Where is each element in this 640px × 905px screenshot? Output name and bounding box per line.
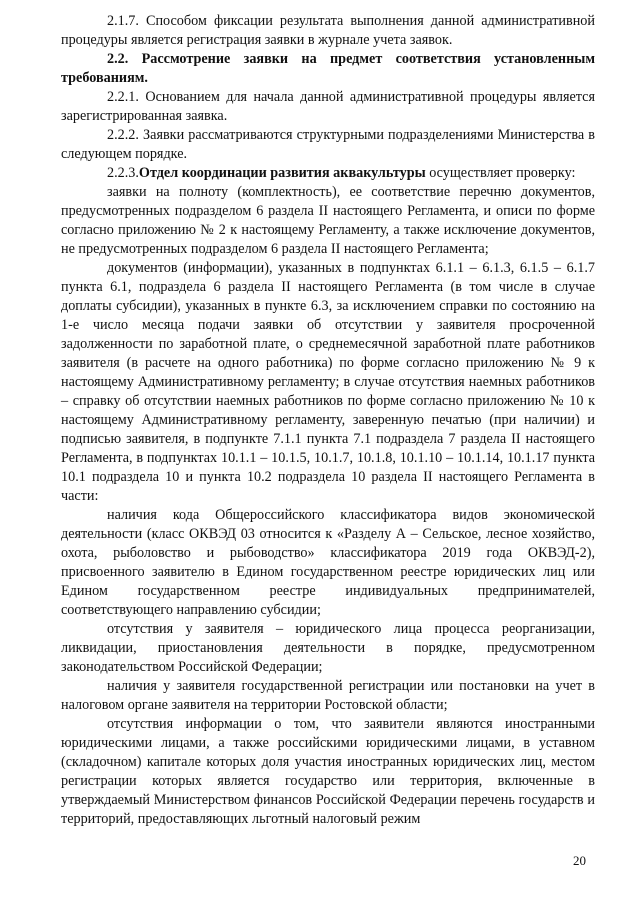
section-heading-2-2: 2.2. Рассмотрение заявки на предмет соответствия установленным требованиям. <box>61 51 595 86</box>
paragraph-number: 2.2.3. <box>107 165 139 181</box>
paragraph-nalichiya-koda: наличия кода Общероссийского классификатора видов экономической деятельности (класс ОКВЭД 03 относится к «Разделу А – Сельское, лесное хозяйство, охота, рыболовство и рыбоводство» классификатора 2019 года ОКВЭД-2), присвоенного заявителю в Едином государственном реестре юридических лиц или Едином государственном реестре индивидуальных предпринимателей, соответствующего направлению субсидии; <box>61 507 595 618</box>
paragraph-nalichiya-registratsii: наличия у заявителя государственной регистрации или постановки на учет в налоговом органе заявителя на территории Ростовской области; <box>61 678 595 713</box>
document-page <box>61 12 595 829</box>
paragraph-rest: осуществляет проверку: <box>425 165 576 181</box>
paragraph-2-2-2: 2.2.2. Заявки рассматриваются структурными подразделениями Министерства в следующем порядке. <box>61 127 595 162</box>
paragraph-2-2-1: 2.2.1. Основанием для начала данной административной процедуры является зарегистрированная заявка. <box>61 89 595 124</box>
paragraph-2-2-3 <box>61 164 595 183</box>
department-name: Отдел координации развития аквакультуры <box>138 165 426 181</box>
paragraph-otsutstviya-informatsii: отсутствия информации о том, что заявители являются иностранными юридическими лицами, а также российскими юридическими лицами, в уставном (складочном) капитале которых доля участия иностранных юридических лиц, местом регистрации которых является государство или территория, включенные в утверждаемый Министерством финансов Российской Федерации перечень государств и территорий, предоставляющих льготный налоговый режим <box>61 716 595 827</box>
paragraph-zayavki: заявки на полноту (комплектность), ее соответствие перечню документов, предусмотренных подразделом 6 раздела II настоящего Регламента, и описи по форме согласно приложению № 2 к настоящему Регламенту, а также исключение документов, не предусмотренных подразделом 6 раздела II настоящего Регламента; <box>61 184 595 257</box>
paragraph-2-1-7: 2.1.7. Способом фиксации результата выполнения данной административной процедуры является регистрация заявки в журнале учета заявок. <box>61 13 595 48</box>
paragraph-dokumentov: документов (информации), указанных в подпунктах 6.1.1 – 6.1.3, 6.1.5 – 6.1.7 пункта 6.1, подраздела 6 раздела II настоящего Регламента (в том числе в случае доплаты субсидии), указанных в пункте 6.3, за исключением справки по состоянию на 1-е число месяца подачи заявки об отсутствии у заявителя просроченной задолженности по заработной плате, о среднемесячной заработной плате работников заявителя (в расчете на одного работника) по форме согласно приложению № 9 к настоящему Административному регламенту; в случае отсутствия наемных работников – справку об отсутствии наемных работников по форме согласно приложению № 10 к настоящему Административному регламенту, заверенную печатью (при наличии) и подписью заявителя, в подпункте 7.1.1 пункта 7.1 подраздела 7 раздела II настоящего Регламента, в подпунктах 10.1.1 – 10.1.5, 10.1.7, 10.1.8, 10.1.10 – 10.1.14, 10.1.17 пункта 10.1 подраздела 10 и пункта 10.2 подраздела 10 раздела II настоящего Регламента в части: <box>61 260 595 504</box>
paragraph-otsutstviya-reorganizatsii: отсутствия у заявителя – юридического лица процесса реорганизации, ликвидации, приостановления деятельности в порядке, предусмотренном законодательством Российской Федерации; <box>61 621 595 675</box>
page-number: 20 <box>573 853 586 868</box>
